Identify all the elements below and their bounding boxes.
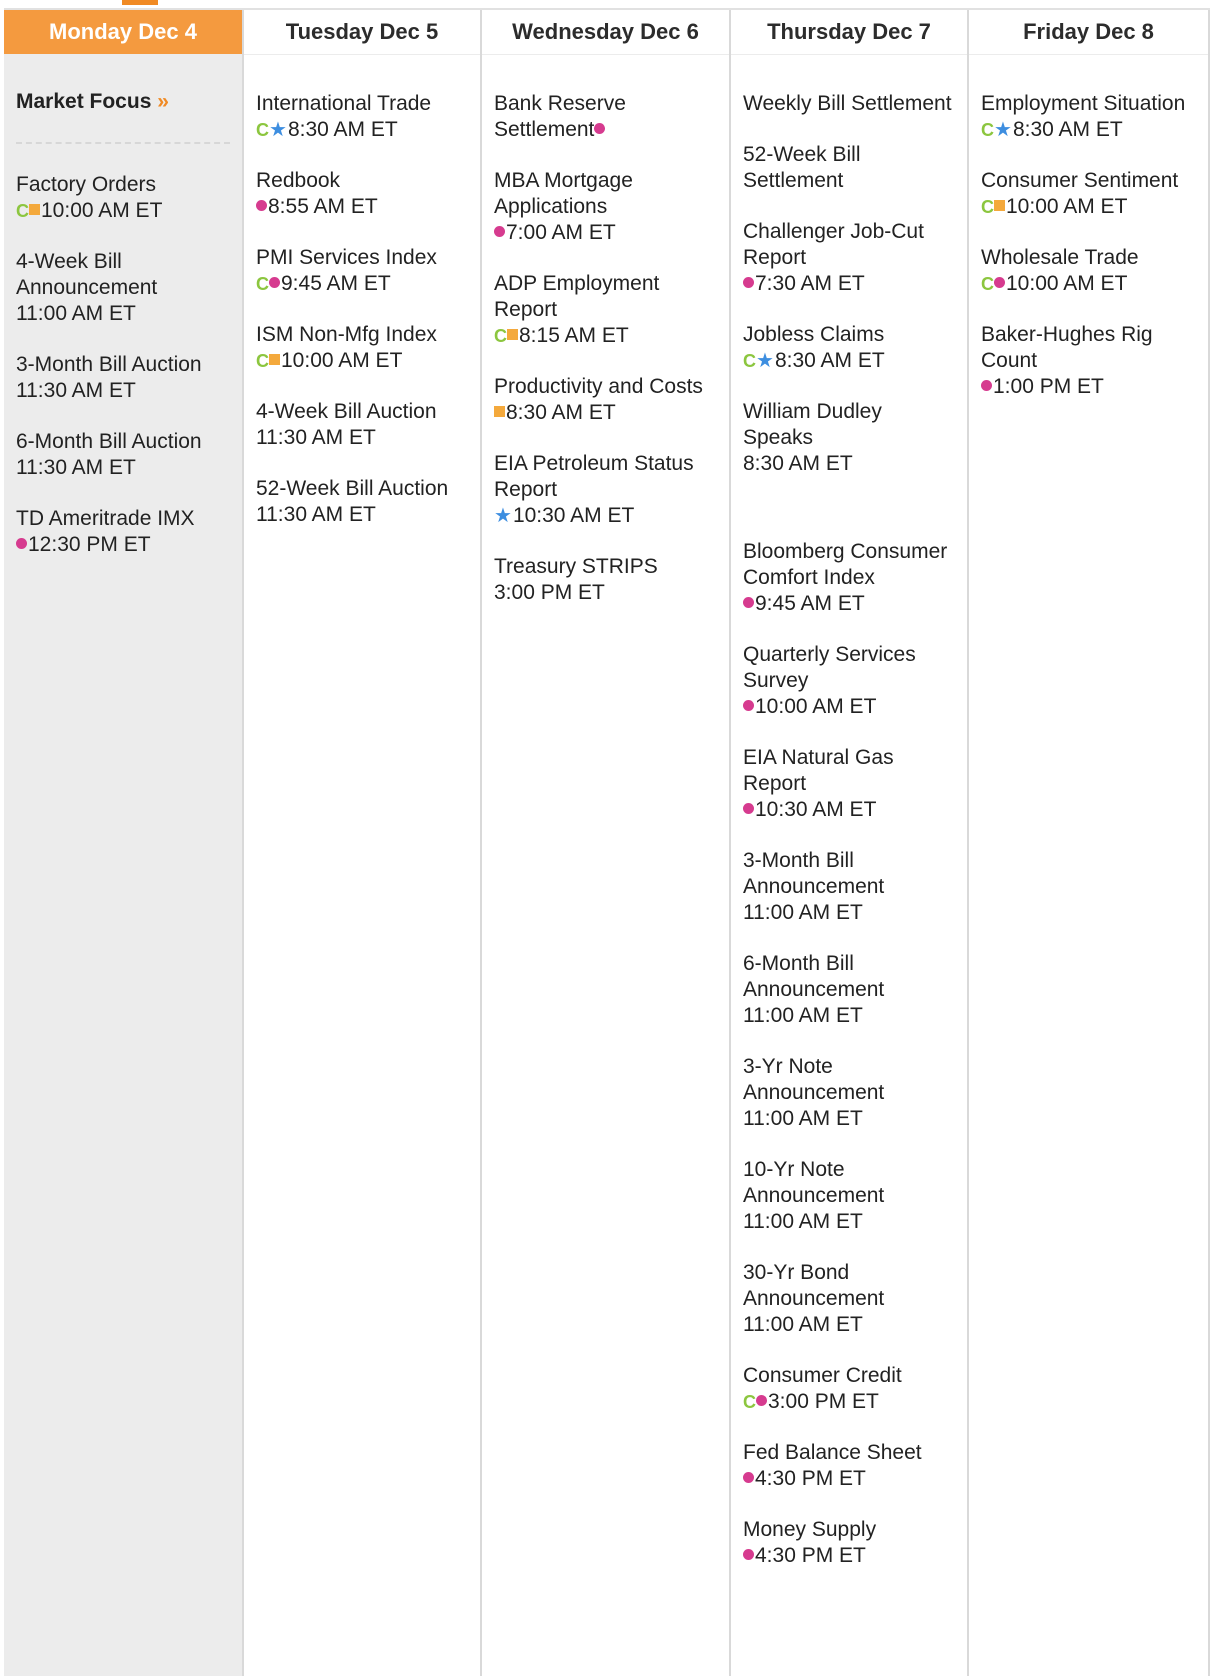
event-name[interactable] — [256, 399, 468, 425]
event-time-row — [16, 301, 230, 327]
dot-icon — [756, 1395, 767, 1406]
star-icon: ★ — [269, 119, 287, 142]
event-name[interactable] — [16, 429, 230, 455]
event-time-row — [494, 503, 717, 529]
event-time: 10:00 AM ET — [41, 199, 163, 222]
chevron-right-icon: » — [157, 90, 169, 113]
event-name[interactable] — [743, 399, 955, 451]
event-time: 11:00 AM ET — [743, 901, 863, 924]
event-name-text: 4-Week Bill Announcement — [16, 250, 158, 299]
event-name-text: Jobless Claims — [743, 323, 885, 346]
event-name[interactable] — [256, 91, 468, 117]
event-time-row — [494, 323, 717, 349]
event-time-row — [981, 117, 1196, 143]
event-item[interactable] — [743, 1260, 955, 1338]
day-header[interactable]: Monday Dec 4 — [4, 10, 242, 54]
event-time-row — [743, 1389, 955, 1415]
event-time: 11:30 AM ET — [16, 456, 136, 479]
event-name-text: Productivity and Costs — [494, 375, 703, 398]
dot-icon — [743, 597, 754, 608]
event-item[interactable] — [16, 429, 230, 481]
event-name-text: Quarterly Services Survey — [743, 643, 916, 692]
event-time-row — [256, 502, 468, 528]
event-time: 8:30 AM ET — [1012, 118, 1123, 141]
event-name-text: TD Ameritrade IMX — [16, 507, 195, 530]
event-name-text: EIA Natural Gas Report — [743, 746, 894, 795]
event-time-row — [743, 797, 955, 823]
event-item[interactable] — [743, 142, 955, 194]
event-time-row — [743, 1209, 955, 1235]
event-name-text: Factory Orders — [16, 173, 157, 196]
event-name-text: Treasury STRIPS — [494, 555, 658, 578]
event-name-text: Baker-Hughes Rig Count — [981, 323, 1153, 372]
event-list — [482, 55, 729, 606]
event-time: 8:55 AM ET — [268, 195, 378, 218]
event-item[interactable] — [981, 168, 1196, 220]
event-item[interactable] — [743, 951, 955, 1029]
event-time-row — [981, 194, 1196, 220]
day-header[interactable]: Friday Dec 8 — [969, 10, 1208, 55]
event-name[interactable] — [743, 642, 955, 694]
event-item[interactable] — [494, 374, 717, 426]
event-name-text: Bank Reserve Settlement — [494, 92, 626, 141]
event-name-text: 10-Yr Note Announcement — [743, 1158, 885, 1207]
event-time: 3:00 PM ET — [494, 581, 605, 604]
consensus-c-icon: C — [743, 351, 756, 372]
event-time-row — [743, 348, 955, 374]
dot-icon — [269, 277, 280, 288]
dot-icon — [494, 226, 505, 237]
dot-icon — [256, 200, 267, 211]
event-name-text: Fed Balance Sheet — [743, 1441, 922, 1464]
event-time-row — [16, 532, 230, 558]
event-time-row — [494, 400, 717, 426]
economic-calendar — [4, 8, 1210, 1676]
dot-icon — [743, 700, 754, 711]
square-icon — [29, 204, 40, 215]
event-time: 11:00 AM ET — [743, 1107, 863, 1130]
event-name[interactable] — [743, 1157, 955, 1209]
event-time-row — [256, 348, 468, 374]
event-item[interactable] — [743, 848, 955, 926]
event-time-row — [981, 374, 1196, 400]
event-item[interactable] — [16, 249, 230, 327]
day-header[interactable]: Thursday Dec 7 — [731, 10, 967, 55]
dot-icon — [743, 803, 754, 814]
event-time-row — [743, 1312, 955, 1338]
event-item[interactable] — [16, 352, 230, 404]
event-time: 8:15 AM ET — [519, 324, 629, 347]
event-time: 10:00 AM ET — [1006, 195, 1128, 218]
star-icon: ★ — [756, 350, 774, 373]
event-list — [731, 55, 967, 1569]
event-item[interactable] — [16, 506, 230, 558]
consensus-c-icon: C — [256, 351, 269, 372]
event-item[interactable] — [256, 322, 468, 374]
event-time: 11:30 AM ET — [256, 426, 376, 449]
event-name-text: 30-Yr Bond Announcement — [743, 1261, 885, 1310]
event-name-text: 3-Month Bill Auction — [16, 353, 202, 376]
event-item[interactable] — [743, 1517, 955, 1569]
event-name-text: ADP Employment Report — [494, 272, 660, 321]
event-time-row — [16, 455, 230, 481]
event-name[interactable] — [743, 1363, 955, 1389]
event-time-row — [256, 271, 468, 297]
event-item[interactable] — [256, 91, 468, 143]
event-name[interactable] — [16, 506, 230, 532]
event-name-text: 6-Month Bill Auction — [16, 430, 202, 453]
event-name[interactable] — [981, 245, 1196, 271]
active-tab-indicator — [122, 0, 158, 5]
event-item[interactable] — [16, 172, 230, 224]
event-name[interactable] — [256, 245, 468, 271]
event-item[interactable] — [743, 1363, 955, 1415]
event-time: 4:30 PM ET — [755, 1467, 866, 1490]
event-time: 11:00 AM ET — [743, 1210, 863, 1233]
event-time: 11:00 AM ET — [16, 302, 136, 325]
event-name[interactable] — [743, 539, 955, 591]
event-time-row — [256, 425, 468, 451]
event-name-text: 52-Week Bill Auction — [256, 477, 449, 500]
event-item[interactable] — [256, 399, 468, 451]
event-item[interactable] — [494, 271, 717, 349]
event-name-text: MBA Mortgage Applications — [494, 169, 633, 218]
day-column-friday — [969, 10, 1210, 1676]
event-name[interactable] — [743, 1260, 955, 1312]
event-time-row — [256, 117, 468, 143]
dot-icon — [594, 123, 605, 134]
event-list — [4, 54, 242, 558]
event-time-row — [743, 900, 955, 926]
event-name-text: 3-Yr Note Announcement — [743, 1055, 885, 1104]
event-time: 3:00 PM ET — [768, 1390, 879, 1413]
event-time: 10:00 AM ET — [281, 349, 403, 372]
consensus-c-icon: C — [743, 1392, 756, 1413]
event-time-row — [743, 1466, 955, 1492]
event-time-row — [494, 580, 717, 606]
star-icon: ★ — [994, 119, 1012, 142]
dot-icon — [743, 1472, 754, 1483]
event-name-text: Consumer Credit — [743, 1364, 902, 1387]
day-header[interactable]: Wednesday Dec 6 — [482, 10, 729, 55]
event-time: 7:30 AM ET — [755, 272, 865, 295]
event-item[interactable] — [743, 219, 955, 297]
event-time: 8:30 AM ET — [743, 452, 853, 475]
consensus-c-icon: C — [981, 197, 994, 218]
event-time-row — [256, 194, 468, 220]
event-name[interactable] — [494, 374, 717, 400]
event-item[interactable] — [981, 322, 1196, 400]
event-time-row — [743, 1543, 955, 1569]
event-name[interactable] — [743, 1517, 955, 1543]
event-item[interactable] — [743, 399, 955, 477]
event-time-row — [494, 220, 717, 246]
event-name-text: Money Supply — [743, 1518, 877, 1541]
event-name[interactable] — [981, 91, 1196, 117]
consensus-c-icon: C — [981, 120, 994, 141]
dot-icon — [994, 277, 1005, 288]
event-time-row — [743, 591, 955, 617]
event-name-text: 52-Week Bill Settlement — [743, 143, 861, 192]
event-time: 1:00 PM ET — [993, 375, 1104, 398]
event-name[interactable] — [981, 322, 1196, 374]
event-name-text: 6-Month Bill Announcement — [743, 952, 885, 1001]
event-name-text: PMI Services Index — [256, 246, 437, 269]
event-name[interactable] — [743, 848, 955, 900]
event-item[interactable] — [981, 245, 1196, 297]
event-item[interactable] — [256, 168, 468, 220]
event-name[interactable] — [743, 1054, 955, 1106]
event-name[interactable] — [743, 219, 955, 271]
day-column-thursday — [731, 10, 969, 1676]
dot-icon — [743, 277, 754, 288]
event-name[interactable] — [16, 352, 230, 378]
square-icon — [269, 354, 280, 365]
event-time-row — [743, 694, 955, 720]
event-name-text: Bloomberg Consumer Comfort Index — [743, 540, 948, 589]
event-item[interactable] — [743, 1440, 955, 1492]
event-name[interactable] — [256, 476, 468, 502]
dot-icon — [16, 538, 27, 549]
star-icon: ★ — [494, 505, 512, 528]
event-item[interactable] — [494, 91, 717, 143]
dot-icon — [981, 380, 992, 391]
event-name-text: 4-Week Bill Auction — [256, 400, 437, 423]
event-item[interactable] — [743, 1054, 955, 1132]
event-name-text: Employment Situation — [981, 92, 1186, 115]
consensus-c-icon: C — [256, 274, 269, 295]
event-time: 11:00 AM ET — [743, 1004, 863, 1027]
event-name-text: Challenger Job-Cut Report — [743, 220, 924, 269]
event-item[interactable] — [743, 91, 955, 117]
event-time: 11:30 AM ET — [16, 379, 136, 402]
event-time: 10:30 AM ET — [512, 504, 635, 527]
event-time: 12:30 PM ET — [28, 533, 151, 556]
event-name[interactable] — [494, 554, 717, 580]
event-item[interactable] — [743, 539, 955, 617]
event-item[interactable] — [494, 451, 717, 529]
consensus-c-icon: C — [16, 201, 29, 222]
event-name-text: International Trade — [256, 92, 432, 115]
consensus-c-icon: C — [494, 326, 507, 347]
consensus-c-icon: C — [981, 274, 994, 295]
consensus-c-icon: C — [256, 120, 269, 141]
event-time: 10:00 AM ET — [755, 695, 877, 718]
event-name-text: William Dudley Speaks — [743, 400, 882, 449]
event-name[interactable] — [494, 271, 717, 323]
event-name[interactable] — [981, 168, 1196, 194]
event-item[interactable] — [256, 476, 468, 528]
event-name-text: EIA Petroleum Status Report — [494, 452, 694, 501]
event-name[interactable] — [494, 451, 717, 503]
event-time: 8:30 AM ET — [506, 401, 616, 424]
event-time-row — [981, 271, 1196, 297]
event-time: 10:30 AM ET — [755, 798, 877, 821]
event-time: 10:00 AM ET — [1006, 272, 1128, 295]
square-icon — [494, 406, 505, 417]
square-icon — [507, 329, 518, 340]
market-focus-label: Market Focus — [16, 90, 152, 113]
market-focus-link[interactable] — [16, 90, 230, 144]
event-time-row — [743, 451, 955, 477]
event-item[interactable] — [743, 642, 955, 720]
day-header[interactable]: Tuesday Dec 5 — [244, 10, 480, 55]
event-item[interactable] — [743, 745, 955, 823]
event-list — [244, 55, 480, 528]
event-name[interactable] — [16, 249, 230, 301]
event-name-text: 3-Month Bill Announcement — [743, 849, 885, 898]
event-name[interactable] — [743, 91, 955, 117]
event-time-row — [743, 1106, 955, 1132]
event-name-text: Redbook — [256, 169, 341, 192]
event-name[interactable] — [743, 142, 955, 194]
event-item[interactable] — [494, 554, 717, 606]
event-time-row — [743, 1003, 955, 1029]
event-name[interactable] — [16, 172, 230, 198]
day-column-wednesday — [482, 10, 731, 1676]
event-time: 11:00 AM ET — [743, 1313, 863, 1336]
day-column-monday — [4, 10, 244, 1676]
event-time-row — [16, 378, 230, 404]
event-time: 7:00 AM ET — [506, 221, 616, 244]
event-name[interactable] — [494, 91, 717, 143]
event-name-text: Consumer Sentiment — [981, 169, 1179, 192]
event-item[interactable] — [981, 91, 1196, 143]
event-name[interactable] — [743, 322, 955, 348]
event-name[interactable] — [256, 168, 468, 194]
event-time: 8:30 AM ET — [287, 118, 398, 141]
event-item[interactable] — [743, 322, 955, 374]
event-time-row — [743, 271, 955, 297]
event-name[interactable] — [743, 1440, 955, 1466]
event-name[interactable] — [743, 745, 955, 797]
event-item[interactable] — [494, 168, 717, 246]
event-time: 8:30 AM ET — [774, 349, 885, 372]
event-time-row — [16, 198, 230, 224]
event-name-text: ISM Non-Mfg Index — [256, 323, 437, 346]
event-time: 4:30 PM ET — [755, 1544, 866, 1567]
event-name[interactable] — [743, 951, 955, 1003]
dot-icon — [743, 1549, 754, 1560]
event-time: 9:45 AM ET — [755, 592, 865, 615]
event-time: 9:45 AM ET — [281, 272, 391, 295]
event-item[interactable] — [743, 1157, 955, 1235]
event-name-text: Wholesale Trade — [981, 246, 1139, 269]
event-name[interactable] — [256, 322, 468, 348]
event-name-text: Weekly Bill Settlement — [743, 92, 952, 115]
event-list — [969, 55, 1208, 400]
event-time: 11:30 AM ET — [256, 503, 376, 526]
day-column-tuesday — [244, 10, 482, 1676]
event-name[interactable] — [494, 168, 717, 220]
event-item[interactable] — [256, 245, 468, 297]
square-icon — [994, 200, 1005, 211]
